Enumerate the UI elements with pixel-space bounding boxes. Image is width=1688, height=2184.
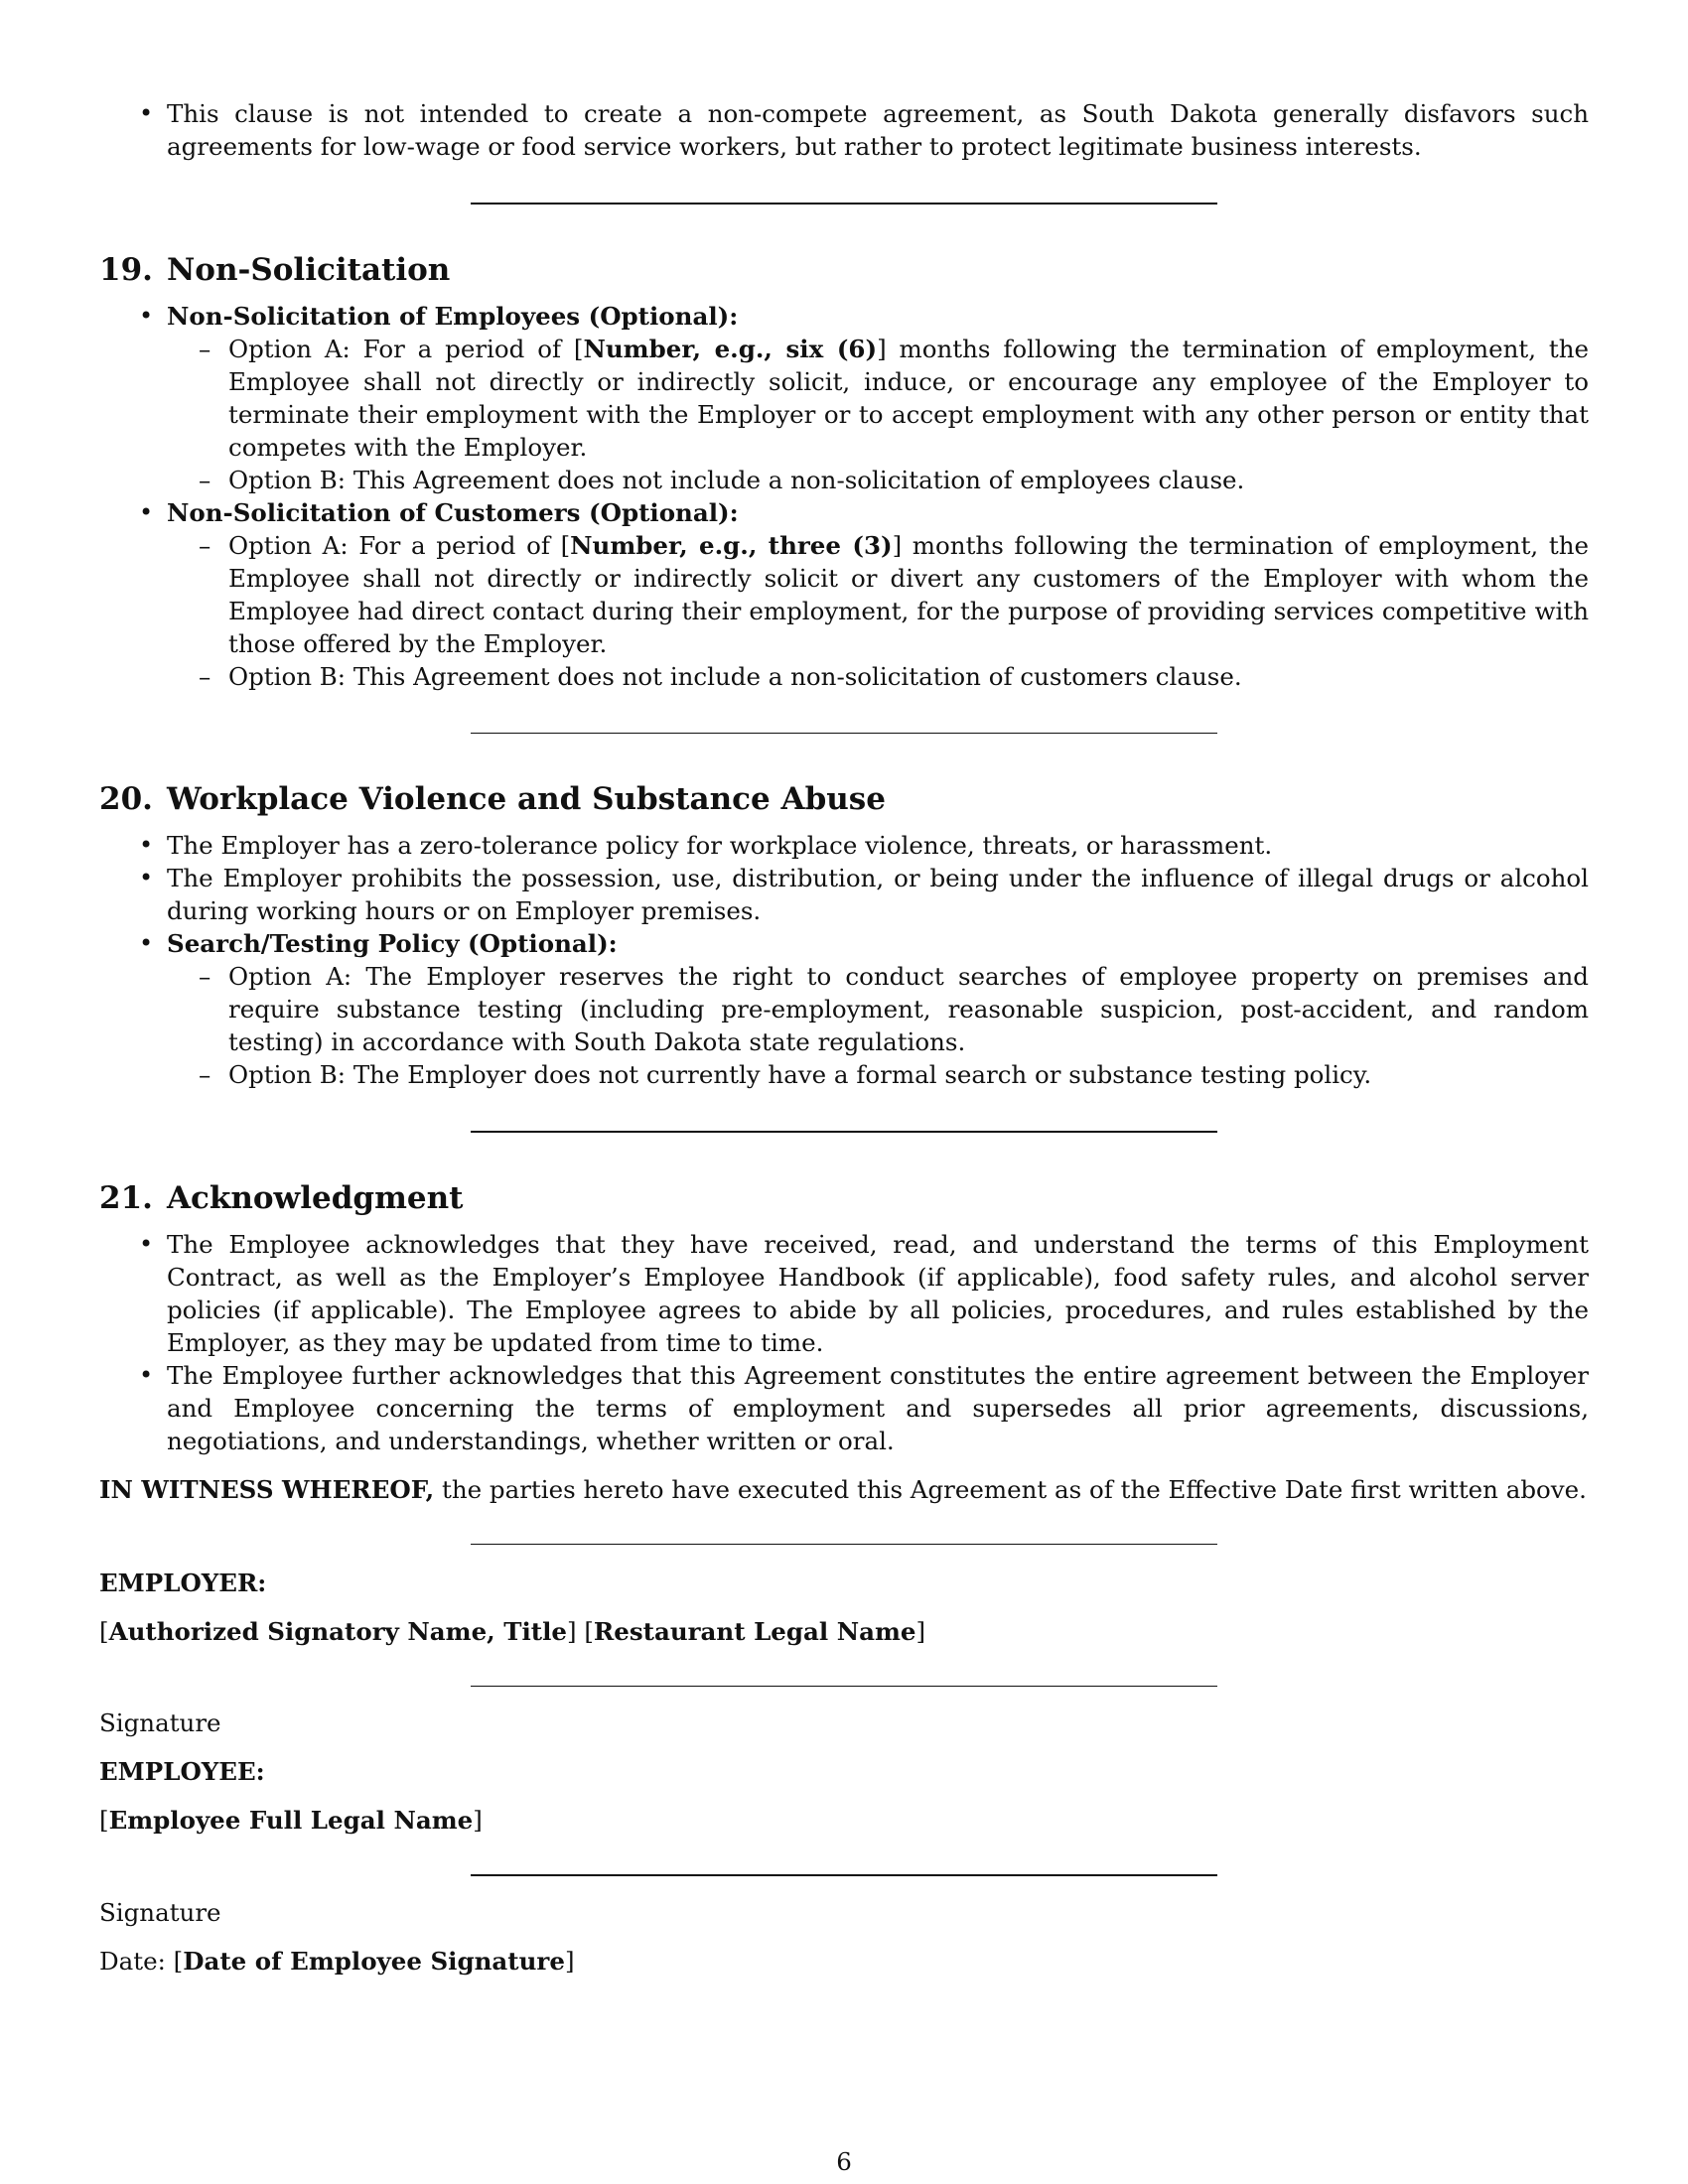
- employee-name: [Employee Full Legal Name]: [99, 1806, 483, 1835]
- employer-label: EMPLOYER:: [99, 1569, 267, 1597]
- employer-signatory: [Authorized Signatory Name, Title] [Restaurant Legal Name]: [99, 1617, 926, 1646]
- search-testing-policy: [167, 927, 1589, 1091]
- customers-period-placeholder: Number, e.g., three (3): [570, 531, 893, 560]
- acknowledgment-bullet: • The Employee acknowledges that they have received, read, and understand the terms of this Employment Contract, as well as the Employer’s Employee Handbook (if applicable), food safety rules, and alcohol server policies (if applicable). The Employee agrees to abide by all policies, procedures, and rules established by the Employer, as they may be updated from time to time.: [167, 1228, 1589, 1359]
- customers-option-a-prefix: Option A: For a period of [: [228, 531, 571, 560]
- signatory-placeholder: Authorized Signatory Name, Title: [108, 1617, 567, 1646]
- document-page: [99, 97, 1589, 1978]
- section-19-list: [99, 300, 1589, 693]
- witness-bold: IN WITNESS WHEREOF,: [99, 1475, 435, 1504]
- employee-name-placeholder: Employee Full Legal Name: [108, 1806, 474, 1835]
- search-option-a: – Option A: The Employer reserves the right to conduct searches of employee property on premises and require substance testing (including pre-employment, reasonable suspicion, post-accident, and random testing) in accordance with South Dakota state regulations.: [228, 960, 1589, 1058]
- intro-list: [99, 97, 1589, 163]
- date-placeholder: Date of Employee Signature: [183, 1947, 565, 1976]
- customers-heading: Non-Solicitation of Customers (Optional):: [167, 498, 739, 527]
- section-20-title: Workplace Violence and Substance Abuse: [166, 781, 886, 817]
- search-testing-options: [167, 960, 1589, 1091]
- employee-signature-label: Signature: [99, 1898, 221, 1927]
- section-21-number: 21.: [99, 1180, 153, 1216]
- employees-options: [167, 333, 1589, 496]
- employee-date: Date: [Date of Employee Signature]: [99, 1947, 575, 1976]
- customers-options: [167, 529, 1589, 693]
- drug-alcohol-bullet: • The Employer prohibits the possession, use, distribution, or being under the influence of illegal drugs or alcohol during working hours or on Employer premises.: [167, 862, 1589, 927]
- employee-label: EMPLOYEE:: [99, 1757, 265, 1786]
- witness-statement: [99, 1473, 1589, 1506]
- employer-signature-label: Signature: [99, 1708, 221, 1737]
- search-testing-heading: Search/Testing Policy (Optional):: [167, 929, 618, 958]
- employees-option-a: [228, 333, 1589, 464]
- section-19-number: 19.: [99, 252, 153, 288]
- section-19-title: Non-Solicitation: [166, 252, 451, 288]
- section-20-number: 20.: [99, 781, 153, 817]
- search-option-b: – Option B: The Employer does not currently have a formal search or substance testing policy.: [228, 1058, 1589, 1091]
- section-21-title: Acknowledgment: [166, 1180, 464, 1216]
- date-label: Date:: [99, 1947, 174, 1976]
- employees-option-b: – Option B: This Agreement does not include a non-solicitation of employees clause.: [228, 464, 1589, 496]
- employees-option-a-prefix: Option A: For a period of [: [228, 335, 584, 363]
- non-solicitation-customers: [167, 496, 1589, 693]
- section-20-list: [99, 829, 1589, 1091]
- customers-option-a-text: ] months following the termination of employment, the Employee shall not directly or indirectly solicit or divert any customers of the Employer with whom the Employee had direct contact during their employment, for the purpose of providing services competitive with those offered by the Employer.: [228, 531, 1589, 658]
- employees-option-a-text: ] months following the termination of employment, the Employee shall not directly or indirectly solicit, induce, or encourage any employee of the Employer to terminate their employment with the Employer or to accept employment with any other person or entity that competes with the Employer.: [228, 335, 1590, 462]
- restaurant-placeholder: Restaurant Legal Name: [593, 1617, 916, 1646]
- customers-option-a: [228, 529, 1589, 660]
- employees-period-placeholder: Number, e.g., six (6): [583, 335, 878, 363]
- employees-heading: Non-Solicitation of Employees (Optional):: [167, 302, 739, 331]
- non-solicitation-employees: [167, 300, 1589, 496]
- section-21-heading: [99, 1178, 1589, 1218]
- zero-tolerance-bullet: • The Employer has a zero-tolerance policy for workplace violence, threats, or harassment.: [167, 829, 1589, 862]
- customers-option-b: – Option B: This Agreement does not include a non-solicitation of customers clause.: [228, 660, 1589, 693]
- intro-bullet: • This clause is not intended to create a non-compete agreement, as South Dakota generally disfavors such agreements for low-wage or food service workers, but rather to protect legitimate business interests.: [167, 97, 1589, 163]
- section-21-list: [99, 1228, 1589, 1457]
- entire-agreement-bullet: • The Employee further acknowledges that this Agreement constitutes the entire agreement between the Employer and Employee concerning the terms of employment and supersedes all prior agreements, discussions, negotiations, and understandings, whether written or oral.: [167, 1359, 1589, 1457]
- page-number: 6: [836, 2147, 852, 2176]
- witness-text: the parties hereto have executed this Agreement as of the Effective Date first written above.: [434, 1475, 1587, 1504]
- section-19-heading: [99, 250, 1589, 290]
- section-20-heading: [99, 779, 1589, 819]
